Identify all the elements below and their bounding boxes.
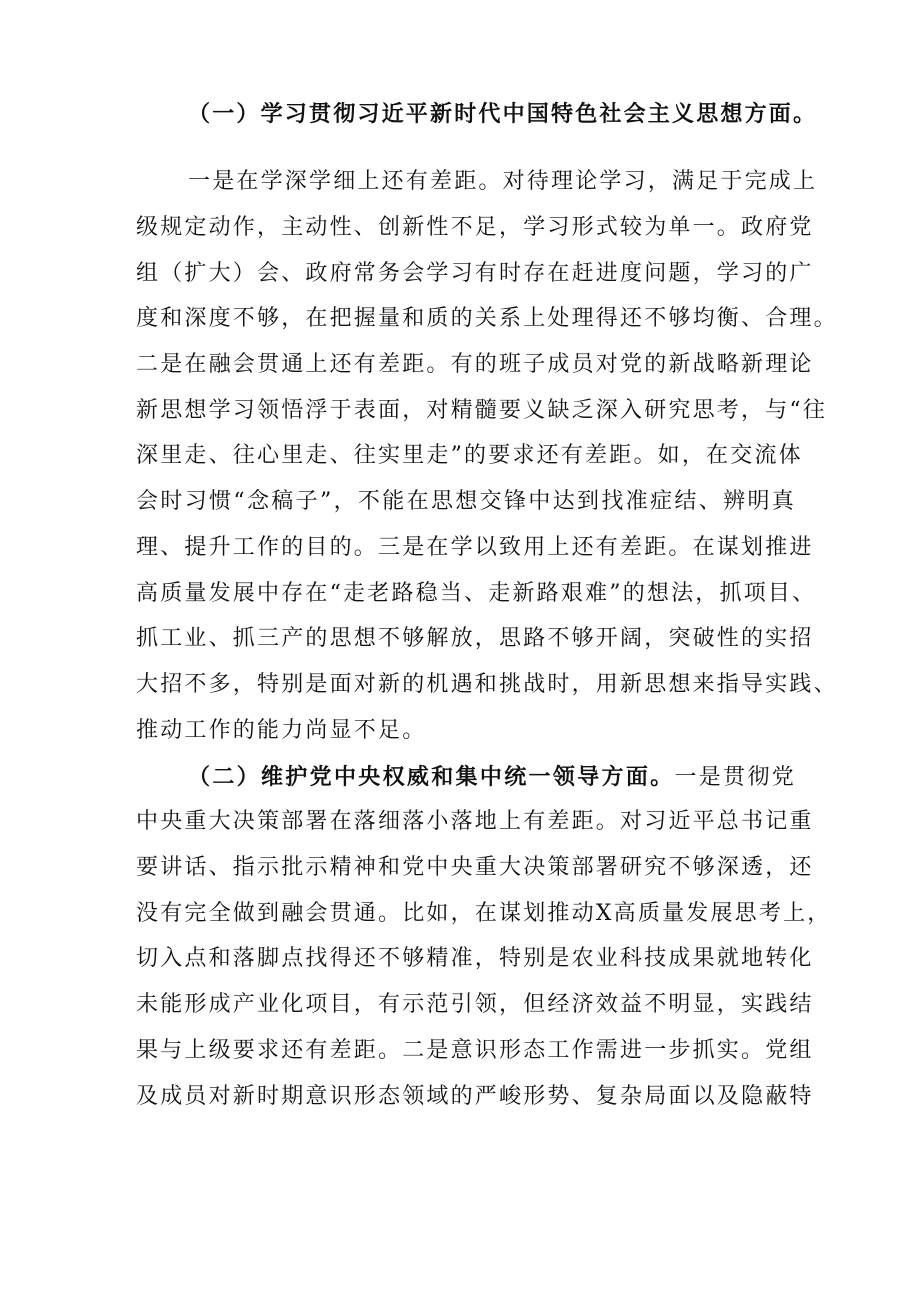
paragraph-line: 会时习惯“念稿子”，不能在思想交锋中达到找准症结、辨明真 <box>136 489 796 514</box>
paragraph-line: 理、提升工作的目的。三是在学以致用上还有差距。在谋划推进 <box>136 535 814 560</box>
section-heading-2: （二）维护党中央权威和集中统一领导方面。 <box>188 764 675 790</box>
paragraph-line: 要讲话、指示批示精神和党中央重大决策部署研究不够深透，还 <box>136 855 814 880</box>
paragraph-line: 中央重大决策部署在落细落小落地上有差距。对习近平总书记重 <box>136 809 814 834</box>
paragraph-line: 高质量发展中存在“走老路稳当、走新路艰难”的想法，抓项目、 <box>136 581 817 606</box>
paragraph-line: 推动工作的能力尚显不足。 <box>136 718 427 743</box>
paragraph-line: 一是在学深学细上还有差距。对待理论学习，满足于完成上 <box>188 169 818 194</box>
paragraph-line: 抓工业、抓三产的思想不够解放，思路不够开阔，突破性的实招 <box>136 626 814 651</box>
paragraph-line: 切入点和落脚点找得还不够精准，特别是农业科技成果就地转化 <box>136 946 814 971</box>
paragraph-line: 深里走、往心里走、往实里走”的要求还有差距。如，在交流体 <box>136 443 803 468</box>
paragraph-line: 度和深度不够，在把握量和质的关系上处理得还不够均衡、合理。 <box>136 306 838 331</box>
paragraph-line: 新思想学习领悟浮于表面，对精髓要义缺乏深入研究思考，与“往 <box>136 398 828 423</box>
paragraph-line: 二是在融会贯通上还有差距。有的班子成员对党的新战略新理论 <box>136 352 814 377</box>
paragraph-line: 及成员对新时期意识形态领域的严峻形势、复杂局面以及隐蔽特 <box>136 1084 814 1109</box>
section-heading-1: （一）学习贯彻习近平新时代中国特色社会主义思想方面。 <box>188 101 818 127</box>
paragraph-line: 大招不多，特别是面对新的机遇和挑战时，用新思想来指导实践、 <box>136 672 838 697</box>
paragraph-line: 级规定动作，主动性、创新性不足，学习形式较为单一。政府党 <box>136 215 814 240</box>
paragraph-line: 未能形成产业化项目，有示范引领，但经济效益不明显，实践结 <box>136 992 814 1017</box>
section-heading-2-line <box>188 755 796 799</box>
paragraph-line: 果与上级要求还有差距。二是意识形态工作需进一步抓实。党组 <box>136 1038 814 1063</box>
paragraph-line: 组（扩大）会、政府常务会学习有时存在赶进度问题，学习的广 <box>136 261 814 286</box>
paragraph-text: 一是贯彻党 <box>674 765 796 790</box>
paragraph-line: 没有完全做到融会贯通。比如，在谋划推动X高质量发展思考上， <box>136 901 832 926</box>
